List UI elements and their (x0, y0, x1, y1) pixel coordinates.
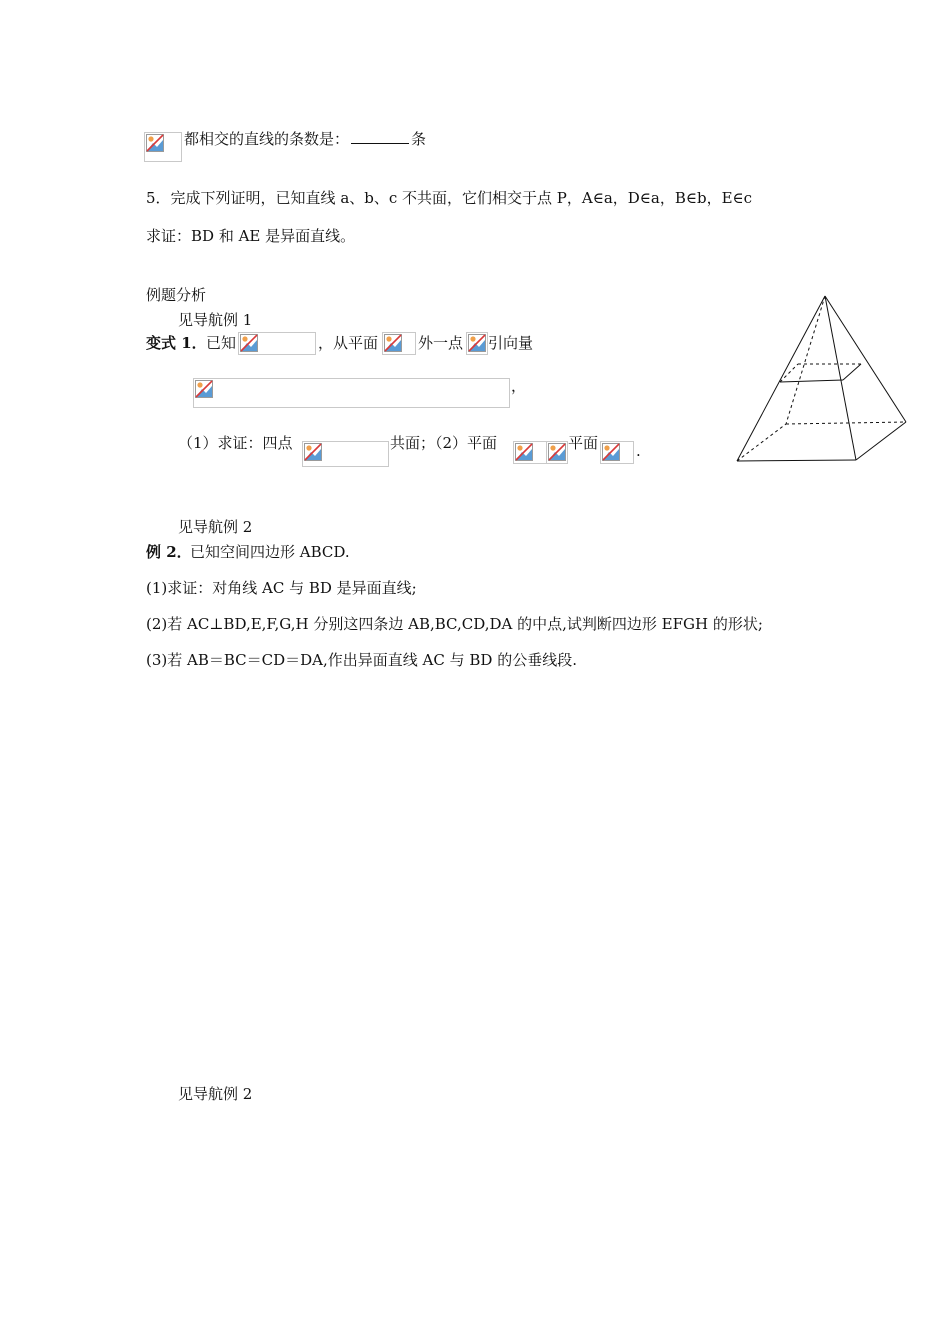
hidden-edge (737, 424, 786, 461)
variant-1-label: 变式 1． (146, 334, 207, 352)
example-2-part-2: (2)若 AC⊥BD,E,F,G,H 分别这四条边 AB,BC,CD,DA 的中点,试判断四边形 EFGH 的形状; (146, 615, 763, 633)
broken-image-icon (240, 334, 258, 352)
edge (737, 296, 825, 461)
edge (856, 422, 906, 460)
example-2-part-3: (3)若 AB＝BC＝CD＝DA,作出异面直线 AC 与 BD 的公垂线段. (146, 651, 577, 669)
broken-image-icon (384, 334, 402, 352)
problem-5-prove: 求证：BD 和 AE 是异面直线。 (146, 227, 356, 245)
example-2-part-1: (1)求证：对角线 AC 与 BD 是异面直线; (146, 579, 417, 597)
example-2-label: 例 2． (146, 543, 192, 561)
variant-1-text-1: 已知 (206, 334, 237, 352)
formula-image (238, 332, 316, 355)
broken-image-icon (515, 443, 533, 461)
formula-image (144, 132, 182, 162)
formula-image (513, 441, 547, 464)
variant-1-text-4: 引向量 (488, 334, 534, 352)
pyramid-figure (730, 292, 910, 467)
period: . (636, 442, 641, 460)
formula-image (302, 441, 389, 467)
broken-image-icon (548, 443, 566, 461)
variant-1-question-1: （1）求证：四点 (178, 434, 293, 452)
broken-image-icon (468, 334, 486, 352)
reference-1: 见导航例 1 (178, 311, 253, 329)
formula-image-wide (193, 378, 510, 408)
section-title: 例题分析 (146, 286, 207, 304)
formula-image (466, 332, 488, 355)
formula-image (546, 441, 568, 464)
reference-2: 见导航例 2 (178, 518, 253, 536)
line-intersect-count: 都相交的直线的条数是： 条 (184, 130, 427, 148)
problem-5: 5．完成下列证明，已知直线 a、b、c 不共面，它们相交于点 P，A∈a，D∈a，B∈b，E∈c (146, 189, 753, 207)
edge (843, 364, 861, 380)
example-2-intro: 已知空间四边形 ABCD. (190, 543, 350, 561)
comma: ， (511, 377, 527, 395)
broken-image-icon (304, 443, 322, 461)
hidden-edge (786, 422, 906, 424)
broken-image-icon (195, 380, 213, 398)
variant-1-text-2: ，从平面 (318, 334, 379, 352)
edge (737, 460, 856, 461)
hidden-edge (780, 364, 798, 382)
formula-image (382, 332, 416, 355)
variant-1-question-2b: 平面 (568, 434, 599, 452)
answer-blank (351, 129, 409, 144)
reference-3: 见导航例 2 (178, 1085, 253, 1103)
hidden-edge (786, 296, 825, 424)
variant-1-question-1b: 共面；（2）平面 (390, 434, 498, 452)
variant-1-text-3: 外一点 (418, 334, 464, 352)
edge (780, 380, 843, 382)
broken-image-icon (602, 443, 620, 461)
formula-image (600, 441, 634, 464)
broken-image-icon (146, 134, 164, 152)
